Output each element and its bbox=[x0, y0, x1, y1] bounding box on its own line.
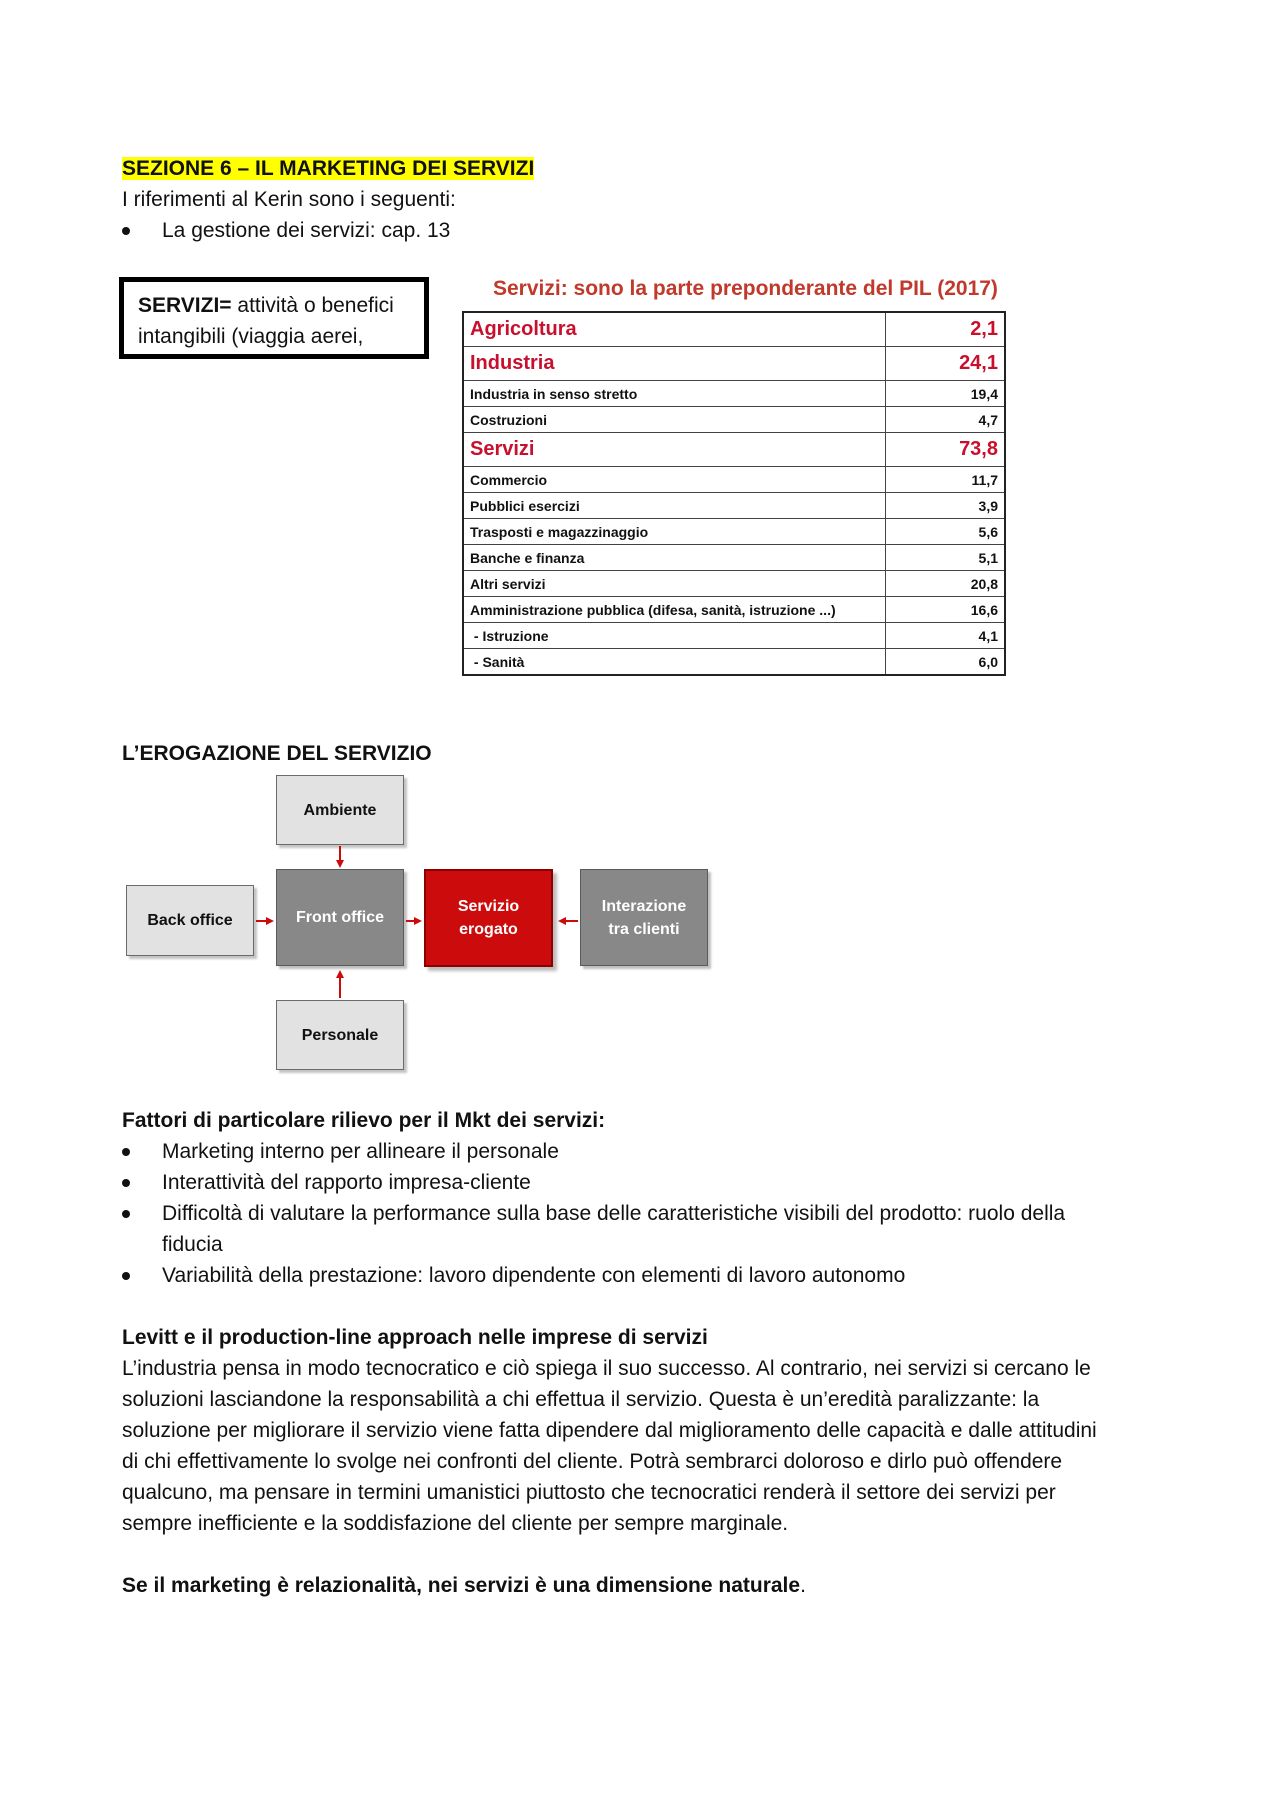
definition-term: SERVIZI= bbox=[138, 294, 232, 317]
levitt-line: di chi effettivamente lo svolge nei confronti del cliente. Potrà sembrarci doloroso e dirlo può offendere bbox=[122, 1450, 1063, 1473]
row-value: 6,0 bbox=[886, 649, 1006, 676]
bullet-icon bbox=[122, 1179, 130, 1187]
front-office-label: Front office bbox=[296, 909, 384, 926]
servizio-label-1: Servizio bbox=[457, 898, 520, 915]
levitt-line: soluzione per migliorare il servizio viene fatta dipendere dal miglioramento delle capacità e dalle attitudini bbox=[122, 1419, 1097, 1442]
conclusion-bold: Se il marketing è relazionalità, nei servizi è una dimensione naturale bbox=[122, 1574, 801, 1597]
fattori-item: Difficoltà di valutare la performance sulla base delle caratteristiche visibili del prodotto: ruolo della bbox=[162, 1202, 1066, 1225]
row-value: 4,7 bbox=[886, 407, 1006, 433]
row-value: 3,9 bbox=[886, 493, 1006, 519]
fattori-item: Marketing interno per allineare il personale bbox=[162, 1140, 559, 1163]
bullet-icon bbox=[122, 1272, 130, 1280]
row-label: Commercio bbox=[463, 467, 886, 493]
conclusion-tail: . bbox=[800, 1574, 806, 1597]
bullet-icon bbox=[122, 1148, 130, 1156]
row-value: 5,6 bbox=[886, 519, 1006, 545]
row-value: 5,1 bbox=[886, 545, 1006, 571]
fattori-item: Variabilità della prestazione: lavoro dipendente con elementi di lavoro autonomo bbox=[162, 1264, 906, 1287]
row-label: Costruzioni bbox=[463, 407, 886, 433]
row-value: 4,1 bbox=[886, 623, 1006, 649]
table-title: Servizi: sono la parte preponderante del PIL (2017) bbox=[493, 277, 998, 300]
row-label: Trasposti e magazzinaggio bbox=[463, 519, 886, 545]
back-office-label: Back office bbox=[147, 912, 233, 929]
personale-label: Personale bbox=[301, 1026, 379, 1044]
row-label: Agricoltura bbox=[463, 312, 886, 347]
row-label: Altri servizi bbox=[463, 571, 886, 597]
levitt-line: sempre inefficiente e la soddisfazione del cliente per sempre marginale. bbox=[122, 1512, 789, 1535]
row-label: Pubblici esercizi bbox=[463, 493, 886, 519]
ambiente-label: Ambiente bbox=[303, 801, 377, 819]
levitt-line: soluzioni lasciandone la responsabilità a chi effettua il servizio. Questa è un’eredità paralizzante: la bbox=[122, 1388, 1040, 1411]
bullet-icon bbox=[122, 1210, 130, 1218]
row-label: Servizi bbox=[463, 433, 886, 467]
row-label: Amministrazione pubblica (difesa, sanità, istruzione ...) bbox=[463, 597, 886, 623]
conclusion bbox=[122, 1570, 806, 1601]
intro-text: I riferimenti al Kerin sono i seguenti: bbox=[122, 188, 456, 211]
row-value: 19,4 bbox=[886, 381, 1006, 407]
row-label: - Sanità bbox=[463, 649, 886, 676]
reference-item: La gestione dei servizi: cap. 13 bbox=[162, 219, 451, 242]
row-label: Banche e finanza bbox=[463, 545, 886, 571]
row-value: 16,6 bbox=[886, 597, 1006, 623]
row-value: 73,8 bbox=[886, 433, 1006, 467]
interazione-label-1: Interazione bbox=[601, 897, 687, 915]
definition-text-2: intangibili (viaggia aerei, bbox=[138, 325, 364, 348]
row-value: 11,7 bbox=[886, 467, 1006, 493]
erogazione-heading: L’EROGAZIONE DEL SERVIZIO bbox=[122, 742, 432, 765]
row-value: 20,8 bbox=[886, 571, 1006, 597]
row-value: 24,1 bbox=[886, 347, 1006, 381]
row-label: - Istruzione bbox=[463, 623, 886, 649]
row-label: Industria bbox=[463, 347, 886, 381]
levitt-heading: Levitt e il production-line approach nelle imprese di servizi bbox=[122, 1326, 708, 1349]
row-label: Industria in senso stretto bbox=[463, 381, 886, 407]
row-value: 2,1 bbox=[886, 312, 1006, 347]
servizio-label-2: erogato bbox=[459, 921, 518, 938]
levitt-line: qualcuno, ma pensare in termini umanistici piuttosto che tecnocratici renderà il settore dei servizi per bbox=[122, 1481, 1056, 1504]
levitt-line: L’industria pensa in modo tecnocratico e ciò spiega il suo successo. Al contrario, nei servizi si cercano le bbox=[122, 1357, 1091, 1380]
fattori-item: Interattività del rapporto impresa-cliente bbox=[162, 1171, 531, 1194]
interazione-label-2: tra clienti bbox=[608, 920, 680, 938]
fattori-heading: Fattori di particolare rilievo per il Mkt dei servizi: bbox=[122, 1109, 606, 1132]
fattori-item-continued: fiducia bbox=[162, 1233, 223, 1256]
definition-text-1: attività o benefici bbox=[231, 294, 394, 317]
section-title: SEZIONE 6 – IL MARKETING DEI SERVIZI bbox=[122, 157, 535, 180]
